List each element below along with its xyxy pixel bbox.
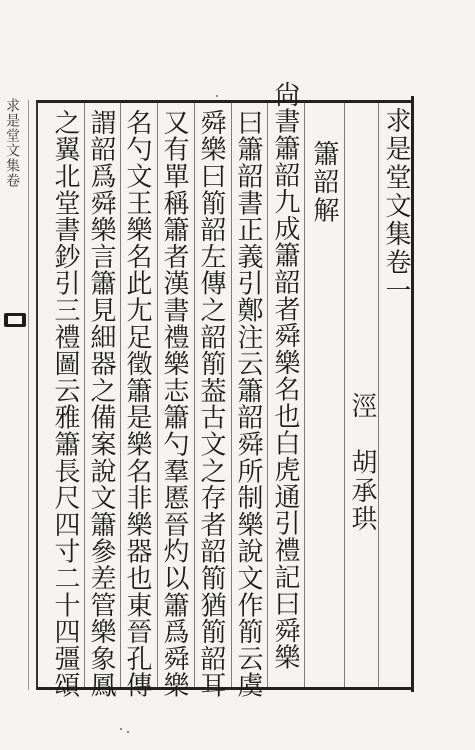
column-rule <box>267 103 268 687</box>
fold-label: 求是堂文集卷 <box>4 98 20 188</box>
column-rule <box>378 103 379 687</box>
text-column: 謂韶爲舜樂言簫見細器之備案說文簫參差管樂象鳳 <box>86 109 116 699</box>
column-rule <box>84 103 85 687</box>
column-rule <box>344 103 345 687</box>
author-line: 涇 胡承珙 <box>347 392 377 534</box>
text-column: 又有單稱簫者漢書禮樂志簫勺羣慝晉灼以簫爲舜樂 <box>159 109 189 699</box>
text-column: 名勺文王樂名此尢足徵簫是樂名非樂器也東晉孔傳 <box>122 109 152 699</box>
paper-speck <box>127 731 129 733</box>
fish-tail-mark <box>4 313 26 327</box>
column-rule <box>231 103 232 687</box>
column-rule <box>120 103 121 687</box>
column-rule <box>194 103 195 687</box>
text-column: 曰簫韶書正義引鄭注云簫韶舜所制樂說文作箾云虞 <box>233 109 263 699</box>
book-title: 求是堂文集卷一 <box>381 107 411 306</box>
text-column: 尙書簫韶九成簫韶者舜樂名也白虎通引禮記曰舜樂 <box>270 81 300 671</box>
page-fold <box>0 100 29 690</box>
text-column: 舜樂曰箾韶左傳之韶箾葢古文之存者韶箾猶箾韶耳 <box>196 109 226 699</box>
paper-speck <box>216 95 218 97</box>
frame-right-border <box>411 96 414 692</box>
essay-title: 簫韶解 <box>309 140 339 225</box>
column-rule <box>304 103 305 687</box>
paper-speck <box>120 728 122 730</box>
text-column: 之翼北堂書鈔引三禮圖云雅簫長尺四寸二十四彊頌 <box>50 109 80 699</box>
column-rule <box>157 103 158 687</box>
